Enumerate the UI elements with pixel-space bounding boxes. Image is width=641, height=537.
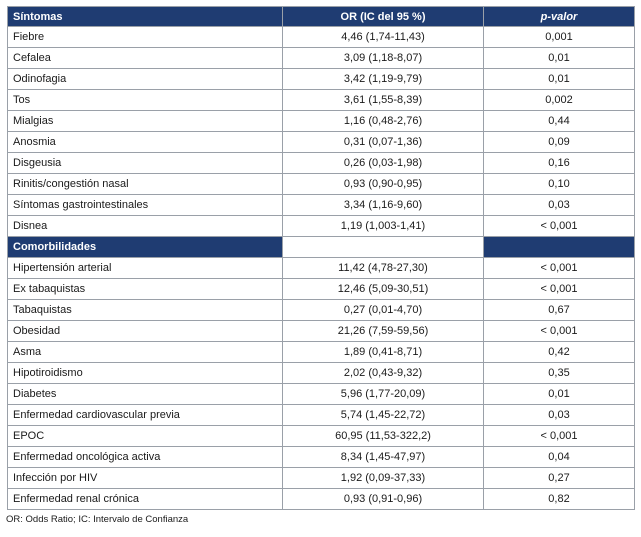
- row-or-value: 1,92 (0,09-37,33): [283, 468, 484, 489]
- row-label: Disgeusia: [8, 153, 283, 174]
- table-row: [8, 132, 635, 153]
- header-col-pvalor: p-valor: [484, 7, 635, 27]
- table-footnote: OR: Odds Ratio; IC: Intervalo de Confianza: [6, 514, 189, 525]
- table-row: [8, 405, 635, 426]
- table-row: [8, 321, 635, 342]
- table-row: [8, 258, 635, 279]
- row-or-value: 0,31 (0,07-1,36): [283, 132, 484, 153]
- table-row: [8, 153, 635, 174]
- row-p-value: 0,44: [484, 111, 635, 132]
- row-or-value: 0,93 (0,91-0,96): [283, 489, 484, 510]
- table-row: [8, 384, 635, 405]
- row-p-value: < 0,001: [484, 279, 635, 300]
- header-col-or: OR (IC del 95 %): [283, 7, 484, 27]
- row-label: Disnea: [8, 216, 283, 237]
- table-row: [8, 363, 635, 384]
- row-label: Cefalea: [8, 48, 283, 69]
- table-row: [8, 426, 635, 447]
- row-label: Hipotiroidismo: [8, 363, 283, 384]
- table-row: [8, 27, 635, 48]
- row-or-value: 12,46 (5,09-30,51): [283, 279, 484, 300]
- row-p-value: 0,10: [484, 174, 635, 195]
- row-label: Tabaquistas: [8, 300, 283, 321]
- table-row: [8, 342, 635, 363]
- row-or-value: 5,74 (1,45-22,72): [283, 405, 484, 426]
- row-p-value: 0,16: [484, 153, 635, 174]
- row-or-value: 1,16 (0,48-2,76): [283, 111, 484, 132]
- table-row: [8, 447, 635, 468]
- row-p-value: 0,03: [484, 405, 635, 426]
- table-row: [8, 48, 635, 69]
- row-or-value: 5,96 (1,77-20,09): [283, 384, 484, 405]
- row-or-value: 11,42 (4,78-27,30): [283, 258, 484, 279]
- row-p-value: 0,001: [484, 27, 635, 48]
- row-or-value: 60,95 (11,53-322,2): [283, 426, 484, 447]
- row-p-value: 0,27: [484, 468, 635, 489]
- row-label: Asma: [8, 342, 283, 363]
- table-row: [8, 216, 635, 237]
- row-p-value: 0,04: [484, 447, 635, 468]
- row-or-value: 3,61 (1,55-8,39): [283, 90, 484, 111]
- row-label: Enfermedad renal crónica: [8, 489, 283, 510]
- row-label: Tos: [8, 90, 283, 111]
- row-p-value: 0,09: [484, 132, 635, 153]
- row-or-value: 3,09 (1,18-8,07): [283, 48, 484, 69]
- section-empty-cell: [283, 237, 484, 258]
- row-label: Fiebre: [8, 27, 283, 48]
- row-label: Mialgias: [8, 111, 283, 132]
- row-or-value: 0,93 (0,90-0,95): [283, 174, 484, 195]
- table-row: [8, 90, 635, 111]
- row-or-value: 1,19 (1,003-1,41): [283, 216, 484, 237]
- row-p-value: 0,002: [484, 90, 635, 111]
- row-p-value: 0,67: [484, 300, 635, 321]
- row-p-value: < 0,001: [484, 258, 635, 279]
- row-or-value: 3,42 (1,19-9,79): [283, 69, 484, 90]
- table-row: [8, 195, 635, 216]
- table-body: [8, 27, 635, 510]
- table-row: [8, 279, 635, 300]
- row-label: Enfermedad oncológica activa: [8, 447, 283, 468]
- row-label: Anosmia: [8, 132, 283, 153]
- row-label: EPOC: [8, 426, 283, 447]
- table-row: [8, 468, 635, 489]
- odds-ratio-table: [7, 6, 635, 510]
- results-table-container: [7, 6, 634, 510]
- row-or-value: 21,26 (7,59-59,56): [283, 321, 484, 342]
- row-or-value: 1,89 (0,41-8,71): [283, 342, 484, 363]
- row-label: Diabetes: [8, 384, 283, 405]
- row-label: Enfermedad cardiovascular previa: [8, 405, 283, 426]
- row-p-value: 0,01: [484, 384, 635, 405]
- table-row: [8, 174, 635, 195]
- row-label: Síntomas gastrointestinales: [8, 195, 283, 216]
- table-row: [8, 300, 635, 321]
- section-row-comorbilidades: [8, 237, 635, 258]
- row-p-value: 0,35: [484, 363, 635, 384]
- row-label: Ex tabaquistas: [8, 279, 283, 300]
- row-label: Infección por HIV: [8, 468, 283, 489]
- table-row: [8, 111, 635, 132]
- row-p-value: < 0,001: [484, 321, 635, 342]
- row-label: Odinofagia: [8, 69, 283, 90]
- row-label: Hipertensión arterial: [8, 258, 283, 279]
- row-p-value: 0,82: [484, 489, 635, 510]
- row-or-value: 4,46 (1,74-11,43): [283, 27, 484, 48]
- table-row: [8, 489, 635, 510]
- row-p-value: 0,01: [484, 69, 635, 90]
- section-title-comorbilidades: Comorbilidades: [8, 237, 283, 258]
- row-p-value: 0,01: [484, 48, 635, 69]
- row-label: Obesidad: [8, 321, 283, 342]
- row-label: Rinitis/congestión nasal: [8, 174, 283, 195]
- row-or-value: 3,34 (1,16-9,60): [283, 195, 484, 216]
- table-header-row: [8, 7, 635, 27]
- row-or-value: 2,02 (0,43-9,32): [283, 363, 484, 384]
- header-col-sintomas: Síntomas: [8, 7, 283, 27]
- row-p-value: < 0,001: [484, 216, 635, 237]
- row-p-value: 0,42: [484, 342, 635, 363]
- row-p-value: < 0,001: [484, 426, 635, 447]
- row-or-value: 0,26 (0,03-1,98): [283, 153, 484, 174]
- table-row: [8, 69, 635, 90]
- row-or-value: 8,34 (1,45-47,97): [283, 447, 484, 468]
- section-empty-cell: [484, 237, 635, 258]
- row-p-value: 0,03: [484, 195, 635, 216]
- row-or-value: 0,27 (0,01-4,70): [283, 300, 484, 321]
